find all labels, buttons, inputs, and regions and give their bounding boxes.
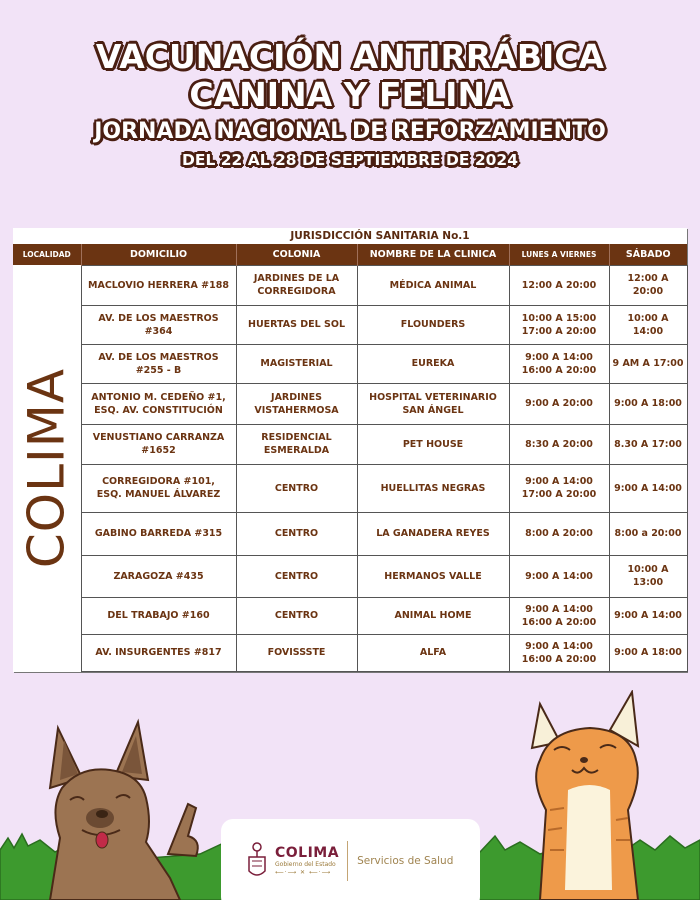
date-range: DEL 22 AL 28 DE SEPTIEMBRE DE 2024 — [182, 151, 518, 169]
cell-text-line: 9 AM A 17:00 — [612, 358, 684, 369]
colonia-cell — [236, 265, 357, 305]
schedule-table — [13, 244, 688, 672]
clinic-name-cell — [357, 265, 509, 305]
address-cell — [81, 512, 236, 555]
locality-label: COLIMA — [17, 367, 76, 569]
saturday-hours-cell — [609, 383, 687, 424]
cell-text-line: CORREGIDORA — [257, 286, 336, 297]
cell-text-line: 16:00 A 20:00 — [521, 364, 597, 376]
clinic-name-cell — [357, 634, 509, 671]
cell-text-line: 9:00 A 20:00 — [525, 398, 593, 409]
department-name: Servicios de Salud — [357, 855, 454, 867]
colonia-cell — [236, 305, 357, 344]
address-cell — [81, 597, 236, 634]
clinic-name-cell — [357, 383, 509, 424]
cell-text-line: HERMANOS VALLE — [384, 570, 482, 582]
title-line-2: CANINA Y FELINA — [189, 75, 511, 114]
colima-logo — [275, 846, 339, 877]
cell-text-line: HUELLITAS NEGRAS — [380, 482, 486, 494]
cat-illustration — [520, 690, 650, 900]
cell-text-line: ANIMAL HOME — [394, 610, 472, 621]
saturday-hours-cell — [609, 555, 687, 597]
cell-text-line: FLOUNDERS — [400, 319, 466, 330]
saturday-hours-cell — [609, 464, 687, 512]
subtitle: JORNADA NACIONAL DE REFORZAMIENTO — [94, 119, 606, 144]
cell-text-line: CENTRO — [274, 482, 319, 494]
logo-subtitle: Gobierno del Estado — [275, 860, 336, 868]
address-cell — [81, 424, 236, 464]
colonia-cell — [236, 344, 357, 383]
cell-text-line: CORREGIDORA #101, — [102, 476, 215, 487]
clinic-name-cell — [357, 597, 509, 634]
table-row — [13, 383, 687, 424]
poster-header — [0, 38, 700, 171]
weekday-hours-cell — [509, 512, 609, 555]
cell-text-line: 8:00 a 20:00 — [614, 528, 682, 539]
cell-text-line: RESIDENCIAL — [261, 432, 332, 443]
saturday-hours-cell — [609, 597, 687, 634]
cell-text-line: 16:00 A 20:00 — [521, 616, 597, 628]
cell-text-line: ESQ. AV. CONSTITUCIÓN — [94, 404, 223, 416]
locality-cell — [13, 265, 81, 671]
table-row — [13, 464, 687, 512]
state-crest-icon — [247, 841, 267, 881]
cell-text-line: 8:00 A 20:00 — [525, 528, 593, 539]
clinic-name-cell — [357, 512, 509, 555]
col-header-weekday: LUNES A VIERNES — [509, 244, 609, 265]
cell-text-line: 9:00 A 14:00 — [525, 570, 593, 582]
logo-divider — [347, 841, 348, 881]
cell-text-line: CENTRO — [274, 570, 319, 582]
saturday-hours-cell — [609, 424, 687, 464]
weekday-hours-cell — [509, 597, 609, 634]
table-body — [13, 265, 687, 671]
cell-text-line: ESMERALDA — [263, 445, 330, 456]
colonia-cell — [236, 634, 357, 671]
cell-text-line: 9:00 A 14:00 — [525, 640, 593, 652]
colonia-cell — [236, 383, 357, 424]
address-cell — [81, 383, 236, 424]
cell-text-line: CENTRO — [274, 528, 319, 539]
cell-text-line: SAN ÁNGEL — [402, 404, 464, 416]
address-cell — [81, 634, 236, 671]
cell-text-line: CENTRO — [274, 610, 319, 621]
cell-text-line: #1652 — [141, 445, 176, 456]
table-row — [13, 555, 687, 597]
cell-text-line: 9:00 A 18:00 — [614, 398, 682, 409]
col-header-clinica: NOMBRE DE LA CLINICA — [357, 244, 509, 265]
colonia-cell — [236, 597, 357, 634]
cell-text-line: 9:00 A 14:00 — [525, 351, 593, 363]
address-cell — [81, 344, 236, 383]
colonia-cell — [236, 424, 357, 464]
cell-text-line: 17:00 A 20:00 — [521, 489, 597, 500]
weekday-hours-cell — [509, 383, 609, 424]
table-row — [13, 597, 687, 634]
cell-text-line: 8:30 A 20:00 — [525, 438, 593, 450]
cell-text-line: AV. INSURGENTES #817 — [95, 647, 222, 658]
col-header-saturday: SÁBADO — [609, 244, 687, 265]
weekday-hours-cell — [509, 634, 609, 671]
cell-text-line: 10:00 A 13:00 — [627, 564, 669, 588]
table-row — [13, 634, 687, 671]
address-cell — [81, 555, 236, 597]
cell-text-line: ZARAGOZA #435 — [113, 570, 204, 582]
saturday-hours-cell — [609, 305, 687, 344]
cell-text-line: 8.30 A 17:00 — [614, 438, 682, 450]
logo-ornament: ⟵·⟶ ✕ ⟵·⟶ — [275, 868, 332, 876]
clinic-name-cell — [357, 305, 509, 344]
saturday-hours-cell — [609, 634, 687, 671]
colonia-cell — [236, 555, 357, 597]
weekday-hours-cell — [509, 305, 609, 344]
cell-text-line: 16:00 A 20:00 — [521, 653, 597, 665]
clinic-name-cell — [357, 464, 509, 512]
cell-text-line: 9:00 A 18:00 — [614, 647, 682, 658]
cell-text-line: VISTAHERMOSA — [254, 404, 339, 416]
cell-text-line: ALFA — [419, 647, 447, 658]
cell-text-line: #255 - B — [135, 364, 182, 376]
cell-text-line: 9:00 A 14:00 — [614, 610, 682, 621]
address-cell — [81, 464, 236, 512]
cell-text-line: HUERTAS DEL SOL — [248, 319, 345, 330]
cell-text-line: 17:00 A 20:00 — [521, 325, 597, 337]
clinic-name-cell — [357, 424, 509, 464]
title-line-1: VACUNACIÓN ANTIRRÁBICA — [95, 37, 605, 76]
address-cell — [81, 305, 236, 344]
dog-illustration — [20, 718, 210, 900]
weekday-hours-cell — [509, 424, 609, 464]
cell-text-line: ANTONIO M. CEDEÑO #1, — [91, 391, 226, 403]
cell-text-line: 9:00 A 14:00 — [525, 476, 593, 487]
address-cell — [81, 265, 236, 305]
cell-text-line: PET HOUSE — [402, 438, 464, 450]
cell-text-line: 10:00 A 14:00 — [627, 312, 669, 337]
table-row — [13, 344, 687, 383]
cell-text-line: 9:00 A 14:00 — [614, 482, 682, 494]
cell-text-line: GABINO BARREDA #315 — [94, 528, 223, 539]
weekday-hours-cell — [509, 464, 609, 512]
saturday-hours-cell — [609, 344, 687, 383]
logo-name: COLIMA — [275, 844, 340, 861]
table-header-row — [13, 244, 687, 265]
cell-text-line: MACLOVIO HERRERA #188 — [88, 279, 229, 291]
cell-text-line: EUREKA — [411, 358, 455, 369]
cell-text-line: MÉDICA ANIMAL — [389, 279, 477, 291]
cell-text-line: HOSPITAL VETERINARIO — [369, 391, 497, 403]
cell-text-line: 10:00 A 15:00 — [521, 312, 597, 324]
cell-text-line: MAGISTERIAL — [260, 358, 333, 369]
cell-text-line: DEL TRABAJO #160 — [107, 610, 210, 621]
cell-text-line: VENUSTIANO CARRANZA — [92, 432, 225, 443]
cell-text-line: ESQ. MANUEL ÁLVAREZ — [96, 489, 221, 500]
cell-text-line: LA GANADERA REYES — [376, 528, 490, 539]
weekday-hours-cell — [509, 344, 609, 383]
col-header-colonia: COLONIA — [236, 244, 357, 265]
col-header-localidad: LOCALIDAD — [13, 244, 81, 265]
cell-text-line: FOVISSSTE — [267, 647, 326, 658]
cell-text-line: 12:00 A 20:00 — [627, 273, 669, 297]
table-row — [13, 265, 687, 305]
clinic-schedule-table — [13, 228, 687, 672]
cell-text-line: 12:00 A 20:00 — [521, 279, 597, 291]
colonia-cell — [236, 512, 357, 555]
cell-text-line: AV. DE LOS MAESTROS #364 — [98, 312, 219, 337]
cell-text-line: AV. DE LOS MAESTROS — [98, 351, 219, 363]
saturday-hours-cell — [609, 512, 687, 555]
table-row — [13, 424, 687, 464]
clinic-name-cell — [357, 555, 509, 597]
footer-logo-card — [221, 819, 480, 900]
col-header-domicilio: DOMICILIO — [81, 244, 236, 265]
saturday-hours-cell — [609, 265, 687, 305]
cell-text-line: JARDINES — [271, 391, 322, 403]
weekday-hours-cell — [509, 555, 609, 597]
cell-text-line: 9:00 A 14:00 — [525, 603, 593, 615]
table-row — [13, 512, 687, 555]
jurisdiction-title: JURISDICCIÓN SANITARIA No.1 — [290, 230, 470, 242]
table-row — [13, 305, 687, 344]
cell-text-line: JARDINES DE LA — [253, 273, 340, 284]
weekday-hours-cell — [509, 265, 609, 305]
colonia-cell — [236, 464, 357, 512]
clinic-name-cell — [357, 344, 509, 383]
